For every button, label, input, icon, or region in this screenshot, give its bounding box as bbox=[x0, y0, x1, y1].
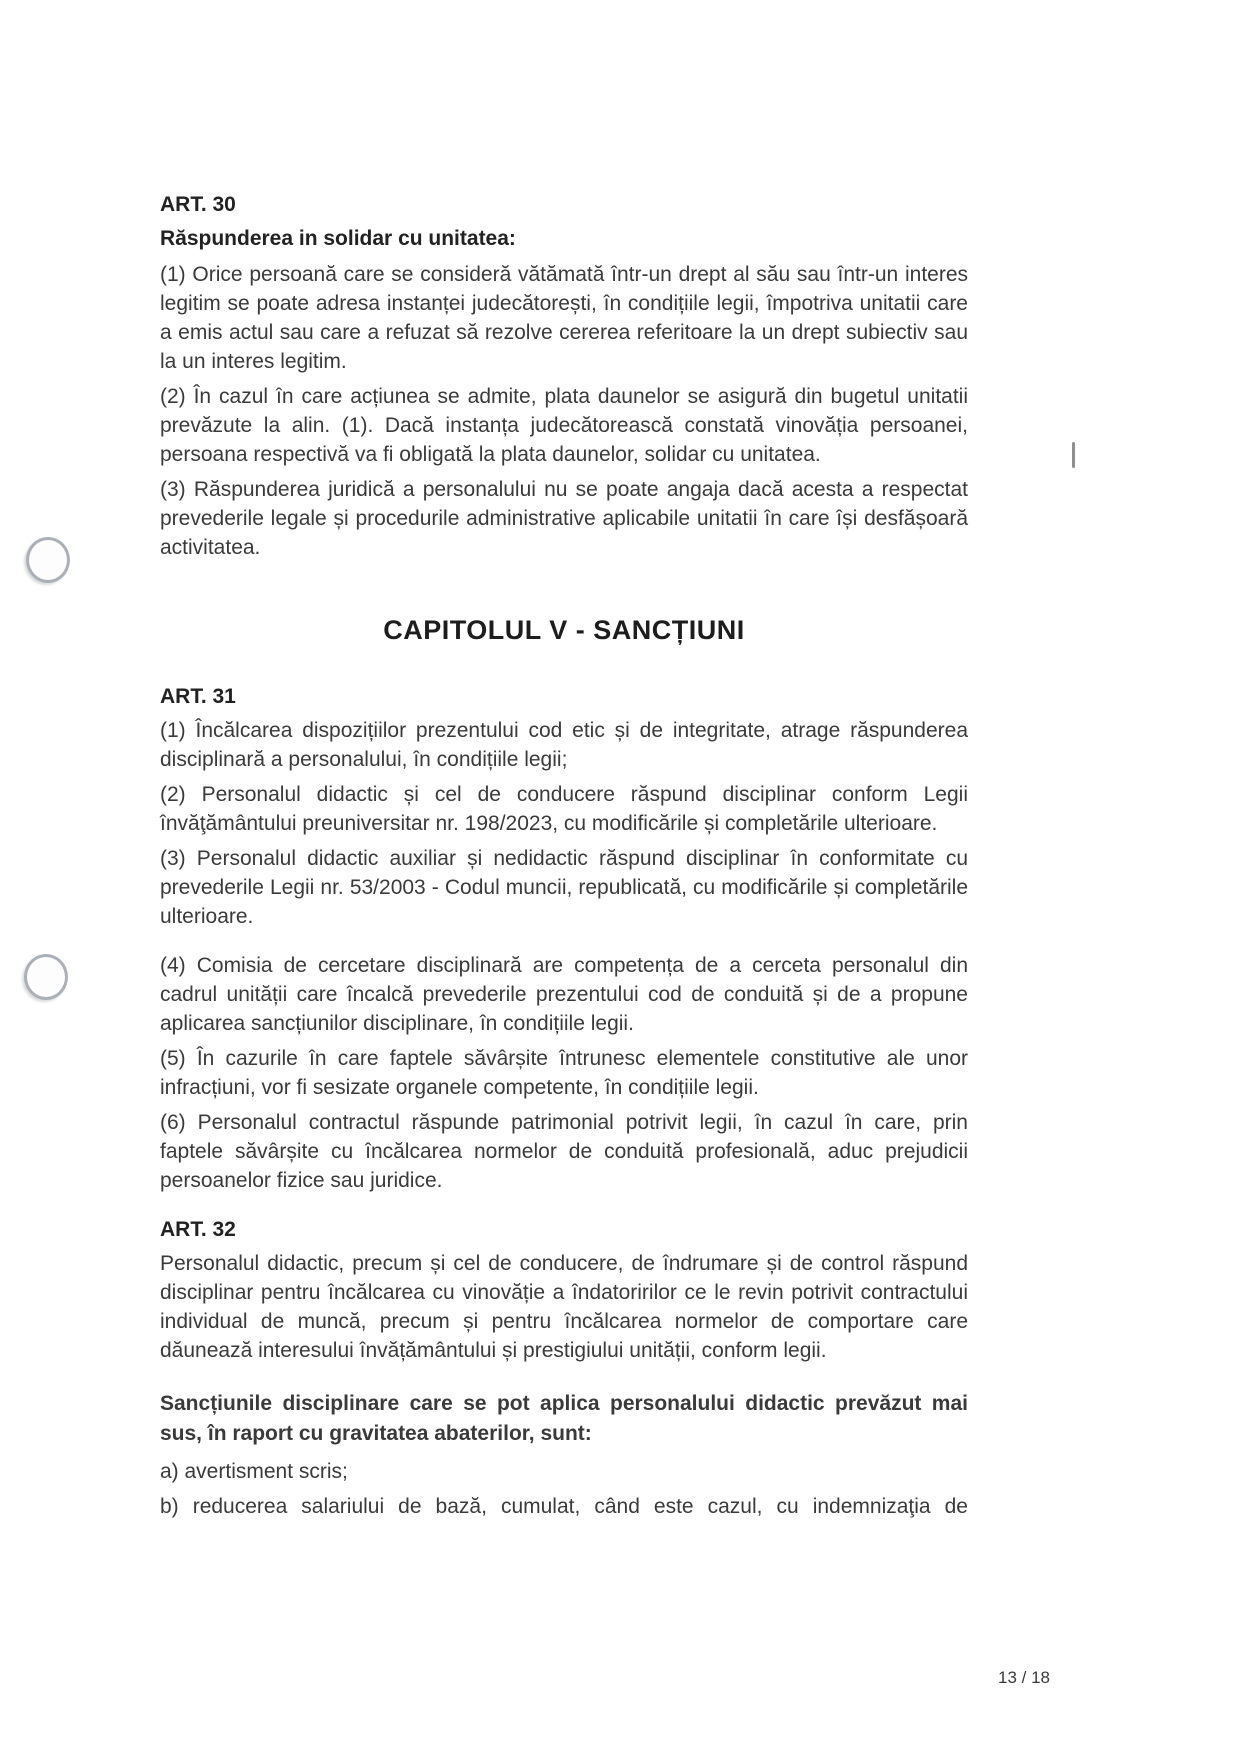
hole-punch-top bbox=[26, 537, 70, 583]
art30-paragraph-2: (2) În cazul în care acțiunea se admite, plata daunelor se asigură din bugetul unitatii prevăzute la alin. (1). Dacă instanța judecătorească constată vinovăția persoanei, persoana respectivă va fi obligată la plata daunelor, solidar cu unitatea. bbox=[160, 385, 968, 466]
art31-paragraph-6: (6) Personalul contractul răspunde patrimonial potrivit legii, în cazul în care, prin faptele săvârșite cu încălcarea normelor de conduită profesională, aduc prejudicii persoanelor fizice sau juridice. bbox=[160, 1111, 968, 1192]
art32-paragraph-1: Personalul didactic, precum și cel de conducere, de îndrumare și de control răspund disciplinar pentru încălcarea cu vinovăție a îndatoririlor ce le revin potrivit contractului individual de muncă, precum și pentru încălcarea normelor de comportare care dăunează interesului învățământului și prestigiului unității, conform legii. bbox=[160, 1252, 968, 1362]
art30-subheading: Răspunderea in solidar cu unitatea: bbox=[160, 227, 516, 250]
scan-artifact-mark bbox=[1072, 442, 1075, 468]
hole-punch-bottom bbox=[24, 954, 68, 1000]
sanctions-intro: Sancțiunile disciplinare care se pot aplica personalului didactic prevăzut mai sus, în raport cu gravitatea abaterilor, sunt: bbox=[160, 1392, 968, 1445]
document-body bbox=[160, 192, 968, 1527]
chapter-title: CAPITOLUL V - SANCȚIUNI bbox=[383, 615, 745, 645]
page-number: 13 / 18 bbox=[998, 1668, 1050, 1687]
art30-paragraph-3: (3) Răspunderea juridică a personalului nu se poate angaja dacă acesta a respectat prevederile legale și procedurile administrative aplicabile unitatii în care își desfășoară activitatea. bbox=[160, 478, 968, 559]
sanction-item-a: a) avertisment scris; bbox=[160, 1460, 348, 1483]
art31-heading: ART. 31 bbox=[160, 685, 236, 708]
sanction-item-b: b) reducerea salariului de bază, cumulat, când este cazul, cu indemnizaţia de bbox=[160, 1495, 968, 1518]
art31-paragraph-2: (2) Personalul didactic și cel de conducere răspund disciplinar conform Legii învăţământului preuniversitar nr. 198/2023, cu modificările și completările ulterioare. bbox=[160, 783, 968, 835]
art31-paragraph-3: (3) Personalul didactic auxiliar și nedidactic răspund disciplinar în conformitate cu prevederile Legii nr. 53/2003 - Codul muncii, republicată, cu modificările și completările ulterioare. bbox=[160, 847, 968, 928]
art30-heading: ART. 30 bbox=[160, 193, 236, 216]
art31-paragraph-4: (4) Comisia de cercetare disciplinară are competența de a cerceta personalul din cadrul unității care încalcă prevederile prezentului cod de conduită și de a propune aplicarea sancțiunilor disciplinare, în condițiile legii. bbox=[160, 954, 968, 1035]
art30-paragraph-1: (1) Orice persoană care se consideră vătămată într-un drept al său sau într-un interes legitim se poate adresa instanței judecătorești, în condițiile legii, împotriva unitatii care a emis actul sau care a refuzat să rezolve cererea referitoare la un drept subiectiv sau la un interes legitim. bbox=[160, 263, 968, 373]
art32-heading: ART. 32 bbox=[160, 1218, 236, 1241]
art31-paragraph-1: (1) Încălcarea dispozițiilor prezentului cod etic și de integritate, atrage răspunderea disciplinară a personalului, în condițiile legii; bbox=[160, 719, 968, 771]
art31-paragraph-5: (5) În cazurile în care faptele săvârșite întrunesc elementele constitutive ale unor infracțiuni, vor fi sesizate organele competente, în condițiile legii. bbox=[160, 1047, 968, 1099]
